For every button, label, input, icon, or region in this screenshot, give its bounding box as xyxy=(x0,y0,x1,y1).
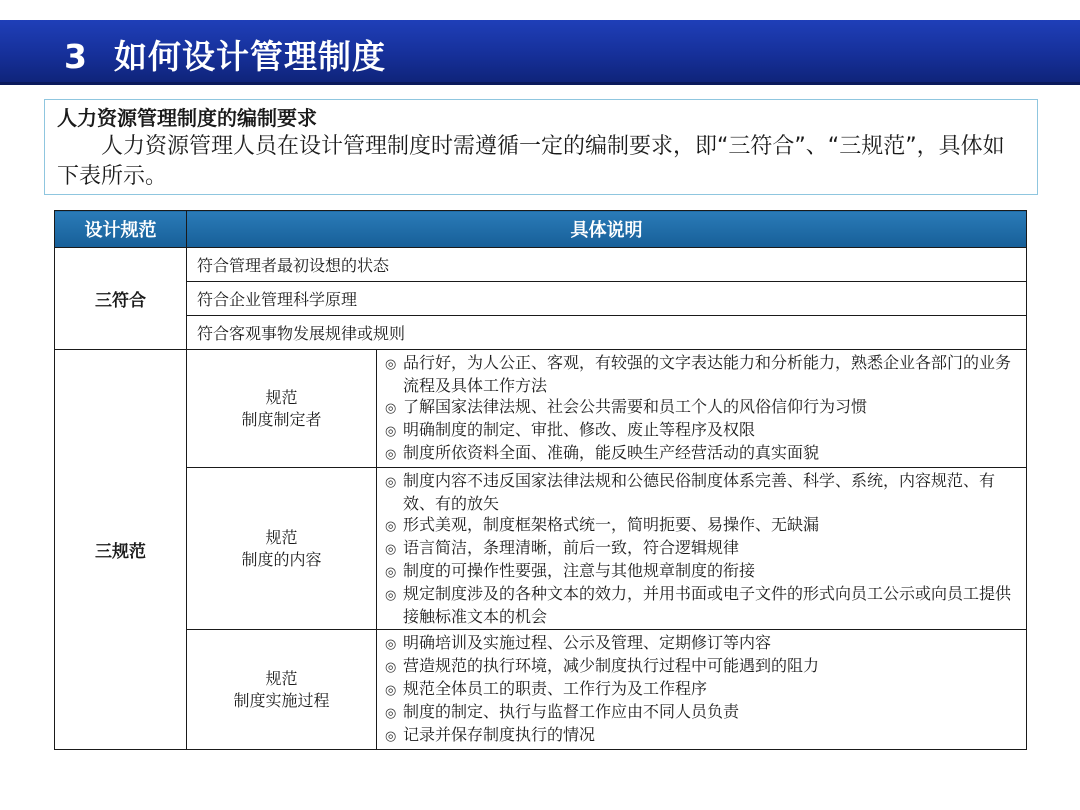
bullet-icon: ◎ xyxy=(385,706,397,721)
group-items xyxy=(377,630,1027,750)
list-item: ◎ 营造规范的执行环境，减少制度执行过程中可能遇到的阻力 xyxy=(385,655,1018,678)
bullet-icon: ◎ xyxy=(385,588,397,603)
category-sanfuhe: 三符合 xyxy=(55,248,187,350)
section-number: 3 xyxy=(64,37,88,76)
table-row xyxy=(55,248,1027,282)
bullet-icon: ◎ xyxy=(385,660,397,675)
group-items xyxy=(377,468,1027,630)
bullet-icon: ◎ xyxy=(385,729,397,744)
list-item: ◎ 规范全体员工的职责、工作行为及工作程序 xyxy=(385,678,1018,701)
intro-body: 人力资源管理人员在设计管理制度时需遵循一定的编制要求，即“三符合”、“三规范”，具体如下表所示。 xyxy=(57,134,1005,189)
bullet-icon: ◎ xyxy=(385,683,397,698)
sanfuhe-item: 符合客观事物发展规律或规则 xyxy=(187,316,1027,350)
bullet-icon: ◎ xyxy=(385,447,397,462)
list-item: ◎ 语言简洁，条理清晰，前后一致，符合逻辑规律 xyxy=(385,537,1018,560)
group-title-line: 制度制定者 xyxy=(241,409,322,429)
sanfuhe-item: 符合企业管理科学原理 xyxy=(187,282,1027,316)
table-row xyxy=(55,316,1027,350)
list-item: ◎ 了解国家法律法规、社会公共需要和员工个人的风俗信仰行为习惯 xyxy=(385,396,1018,419)
page-title xyxy=(64,31,386,78)
group-title-line: 规范 xyxy=(265,527,298,547)
bullet-icon: ◎ xyxy=(385,401,397,416)
table-row xyxy=(55,282,1027,316)
list-item: ◎ 制度的可操作性要强，注意与其他规章制度的衔接 xyxy=(385,560,1018,583)
table-row xyxy=(55,630,1027,750)
list-item: ◎ 品行好，为人公正、客观，有较强的文字表达能力和分析能力，熟悉企业各部门的业务流程及具体工作方法 xyxy=(385,353,1012,395)
group-title-line: 规范 xyxy=(265,668,298,688)
intro-box xyxy=(44,99,1038,195)
category-sanguifan: 三规范 xyxy=(55,350,187,750)
table-row xyxy=(55,350,1027,468)
bullet-icon: ◎ xyxy=(385,424,397,439)
group-title-line: 制度的内容 xyxy=(241,549,322,569)
header-description: 具体说明 xyxy=(187,211,1027,248)
list-item: ◎ 制度的制定、执行与监督工作应由不同人员负责 xyxy=(385,701,1018,724)
list-item: ◎ 制度所依资料全面、准确，能反映生产经营活动的真实面貌 xyxy=(385,442,1018,465)
list-item: ◎ 制度内容不违反国家法律法规和公德民俗制度体系完善、科学、系统，内容规范、有效、有的放矢 xyxy=(385,471,996,513)
intro-heading: 人力资源管理制度的编制要求 xyxy=(57,106,317,130)
title-bar xyxy=(0,20,1080,85)
list-item: ◎ 记录并保存制度执行的情况 xyxy=(385,724,1018,747)
group-title-line: 制度实施过程 xyxy=(233,690,330,710)
list-item: ◎ 形式美观，制度框架格式统一，简明扼要、易操作、无缺漏 xyxy=(385,514,1018,537)
sanfuhe-item: 符合管理者最初设想的状态 xyxy=(187,248,1027,282)
group-title-line: 规范 xyxy=(265,387,298,407)
bullet-icon: ◎ xyxy=(385,637,397,652)
header-design-standard: 设计规范 xyxy=(55,211,187,248)
group-title xyxy=(187,468,377,630)
table-header-row xyxy=(55,211,1027,248)
list-item: ◎ 明确制度的制定、审批、修改、废止等程序及权限 xyxy=(385,419,1018,442)
bullet-icon: ◎ xyxy=(385,357,397,372)
bullet-icon: ◎ xyxy=(385,475,397,490)
group-title xyxy=(187,350,377,468)
group-items xyxy=(377,350,1027,468)
bullet-icon: ◎ xyxy=(385,542,397,557)
bullet-icon: ◎ xyxy=(385,519,397,534)
group-title xyxy=(187,630,377,750)
requirements-table xyxy=(54,210,1027,750)
bullet-icon: ◎ xyxy=(385,565,397,580)
section-title: 如何设计管理制度 xyxy=(114,37,386,76)
list-item: ◎ 规定制度涉及的各种文本的效力，并用书面或电子文件的形式向员工公示或向员工提供接触标准文本的机会 xyxy=(385,584,1012,626)
table-row xyxy=(55,468,1027,630)
list-item: ◎ 明确培训及实施过程、公示及管理、定期修订等内容 xyxy=(385,632,1018,655)
